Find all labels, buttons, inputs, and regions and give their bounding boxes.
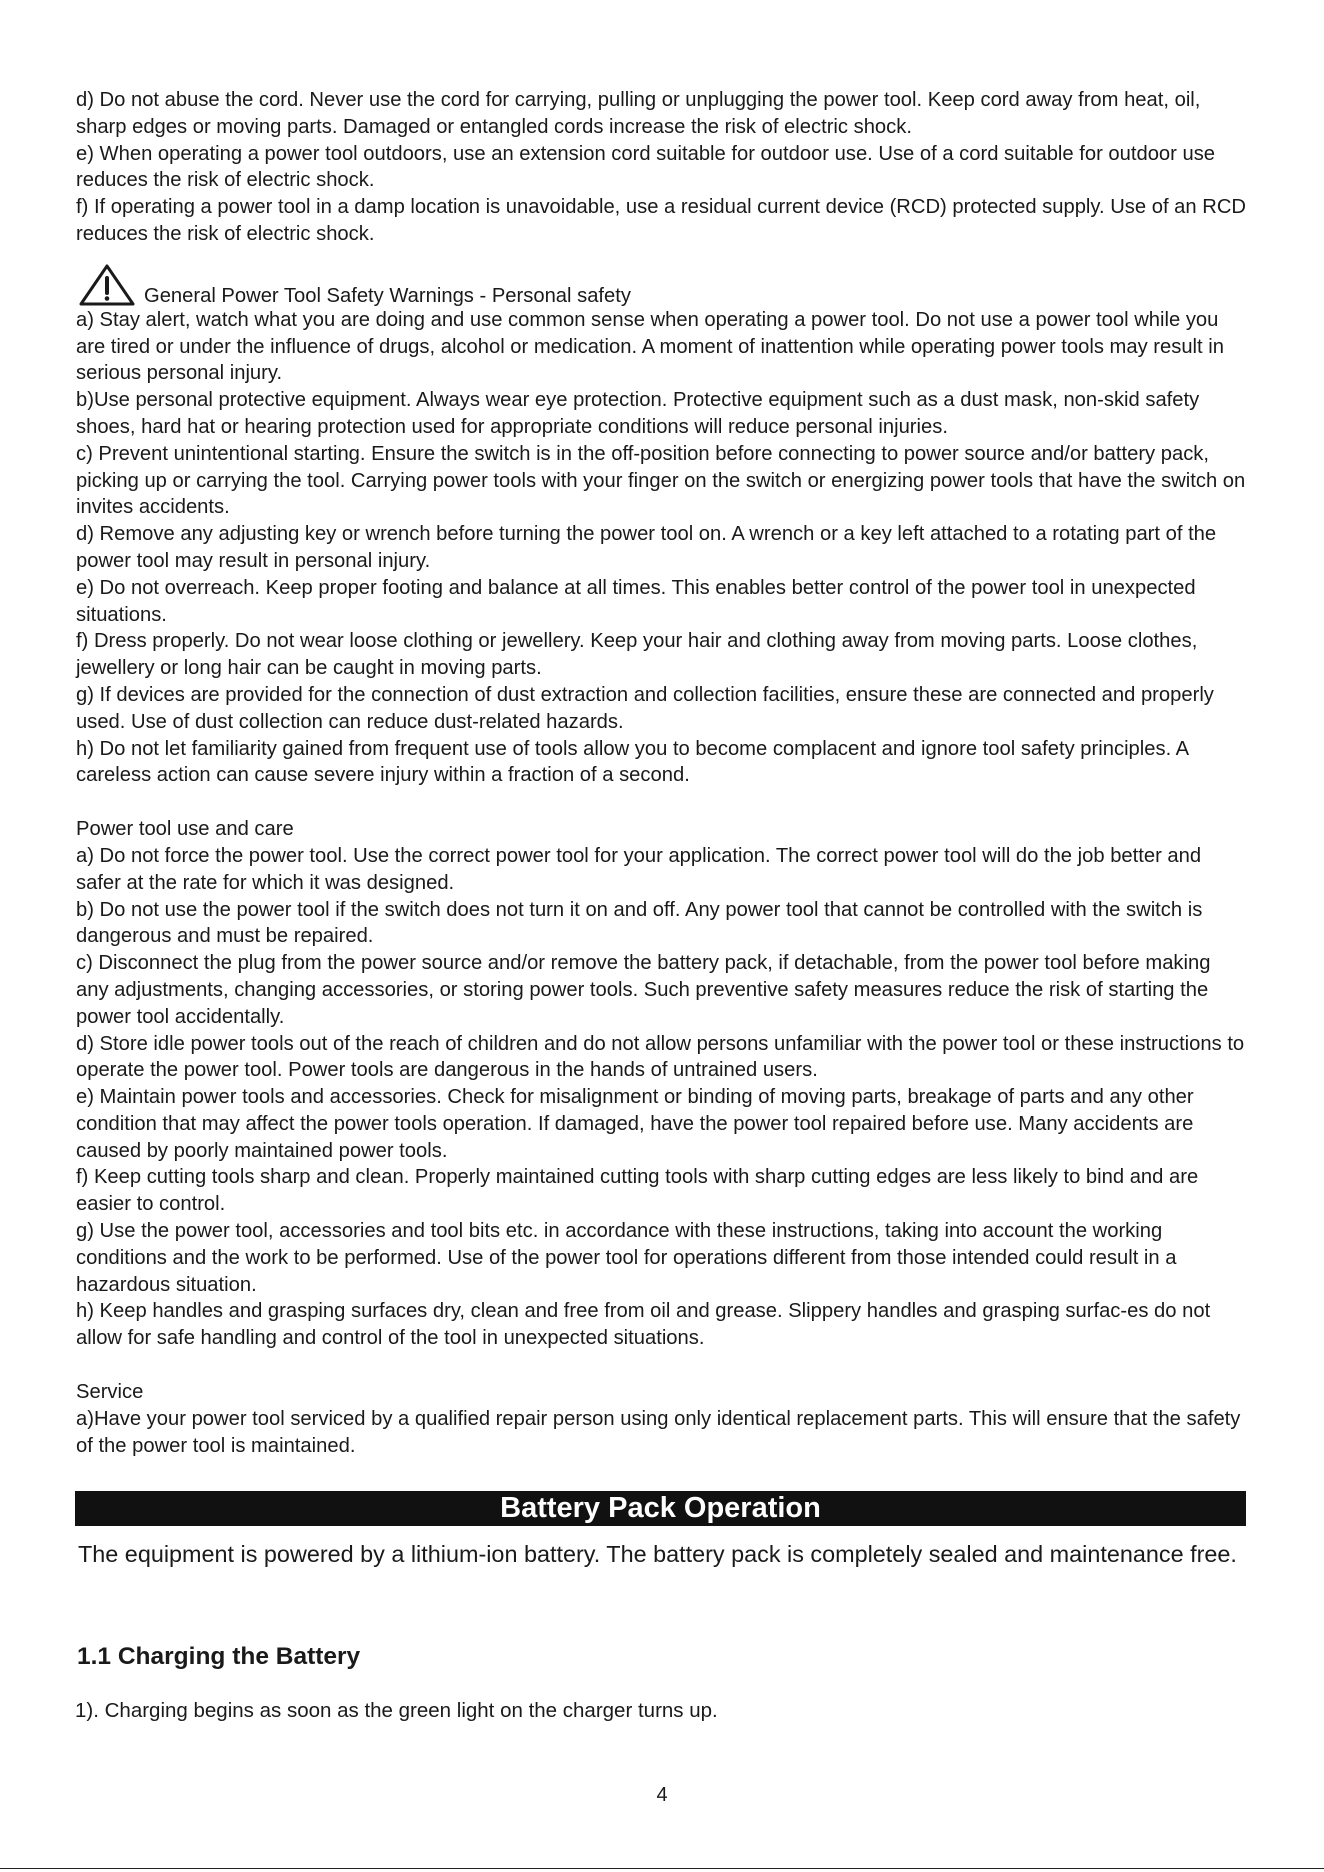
personal-safety-title: General Power Tool Safety Warnings - Personal safety <box>144 284 631 307</box>
personal-safety-item-a: a) Stay alert, watch what you are doing and use common sense when operating a power tool. Do not use a power tool while you are tired or under the influence of drugs, alcohol or medication. A moment of inattention while operating power tools may result in serious personal injury. <box>76 308 1224 385</box>
personal-safety-item-d: d) Remove any adjusting key or wrench before turning the power tool on. A wrench or a key left attached to a rotating part of the power tool may result in personal injury. <box>76 523 1217 572</box>
battery-intro: The equipment is powered by a lithium-ion battery. The battery pack is completely sealed and maintenance free. <box>78 1541 1237 1567</box>
power-tool-use-item-f: f) Keep cutting tools sharp and clean. Properly maintained cutting tools with sharp cutting edges are less likely to bind and are easier to control. <box>76 1166 1199 1216</box>
power-tool-use-item-b: b) Do not use the power tool if the switch does not turn it on and off. Any power tool that cannot be controlled with the switch is dangerous and must be repaired. <box>76 898 1203 948</box>
charging-subsection-title: 1.1 Charging the Battery <box>77 1643 361 1670</box>
power-tool-use-item-h: h) Keep handles and grasping surfaces dry, clean and free from oil and grease. Slippery handles and grasping surfac-es do not allow for safe handling and control of the tool in unexpected situations. <box>76 1300 1211 1350</box>
power-tool-use-item-d: d) Store idle power tools out of the reach of children and do not allow persons unfamiliar with the power tool or these instructions to operate the power tool. Power tools are dangerous in the hands of untrained users. <box>76 1032 1245 1082</box>
personal-safety-heading <box>76 263 1246 307</box>
power-tool-use-item-g: g) Use the power tool, accessories and tool bits etc. in accordance with these instructions, taking into account the working conditions and the work to be performed. Use of the power tool for operations different from those intended could result in a hazardous situation. <box>76 1220 1177 1296</box>
section-gap <box>76 1352 1246 1379</box>
personal-safety-item-c: c) Prevent unintentional starting. Ensure the switch is in the off-position before connecting to power source and/or battery pack, picking up or carrying the tool. Carrying power tools with your finger on the switch or energizing power tools that have the switch on invites accidents. <box>76 442 1246 519</box>
section-gap <box>76 789 1246 816</box>
charging-step-1: 1). Charging begins as soon as the green light on the charger turns up. <box>75 1699 718 1722</box>
electrical-safety-item-f: f) If operating a power tool in a damp location is unavoidable, use a residual current device (RCD) protected supply. Use of an RCD reduces the risk of electric shock. <box>76 196 1246 245</box>
personal-safety-item-b: b)Use personal protective equipment. Always wear eye protection. Protective equipment such as a dust mask, non-skid safety shoes, hard hat or hearing protection used for appropriate conditions will reduce personal injuries. <box>76 389 1200 438</box>
personal-safety-item-g: g) If devices are provided for the connection of dust extraction and collection facilities, ensure these are connected and properly used. Use of dust collection can reduce dust-related hazards. <box>76 683 1214 733</box>
power-tool-use-item-a: a) Do not force the power tool. Use the correct power tool for your application. The correct power tool will do the job better and safer at the rate for which it was designed. <box>76 844 1202 894</box>
power-tool-use-item-c: c) Disconnect the plug from the power source and/or remove the battery pack, if detachable, from the power tool before making any adjustments, changing accessories, or storing power tools. Such preventive safety measures reduce the risk of starting the power tool accidentally. <box>76 952 1211 1028</box>
personal-safety-item-f: f) Dress properly. Do not wear loose clothing or jewellery. Keep your hair and clothing away from moving parts. Loose clothes, jewellery or long hair can be caught in moving parts. <box>76 630 1198 680</box>
document-body <box>76 87 1246 1459</box>
electrical-safety-item-d: d) Do not abuse the cord. Never use the cord for carrying, pulling or unplugging the power tool. Keep cord away from heat, oil, sharp edges or moving parts. Damaged or entangled cords increase the risk of electric shock. <box>76 89 1201 138</box>
power-tool-use-item-e: e) Maintain power tools and accessories. Check for misalignment or binding of moving parts, breakage of parts and any other condition that may affect the power tools operation. If damaged, have the power tool repaired before use. Many accidents are caused by poorly maintained power tools. <box>76 1086 1194 1162</box>
personal-safety-item-e: e) Do not overreach. Keep proper footing and balance at all times. This enables better control of the power tool in unexpected situations. <box>76 576 1196 626</box>
service-item-a: a)Have your power tool serviced by a qualified repair person using only identical replacement parts. This will ensure that the safety of the power tool is maintained. <box>76 1407 1241 1457</box>
service-title: Service <box>76 1381 144 1404</box>
power-tool-use-title: Power tool use and care <box>76 818 294 841</box>
page-number: 4 <box>656 1784 668 1806</box>
bottom-divider <box>0 1868 1324 1869</box>
electrical-safety-item-e: e) When operating a power tool outdoors, use an extension cord suitable for outdoor use. Use of a cord suitable for outdoor use reduces the risk of electric shock. <box>76 142 1216 192</box>
battery-pack-operation-banner: Battery Pack Operation <box>75 1491 1246 1526</box>
personal-safety-item-h: h) Do not let familiarity gained from frequent use of tools allow you to become complacent and ignore tool safety principles. A careless action can cause severe injury within a fraction of a second. <box>76 737 1189 787</box>
warning-triangle-icon <box>78 263 136 307</box>
